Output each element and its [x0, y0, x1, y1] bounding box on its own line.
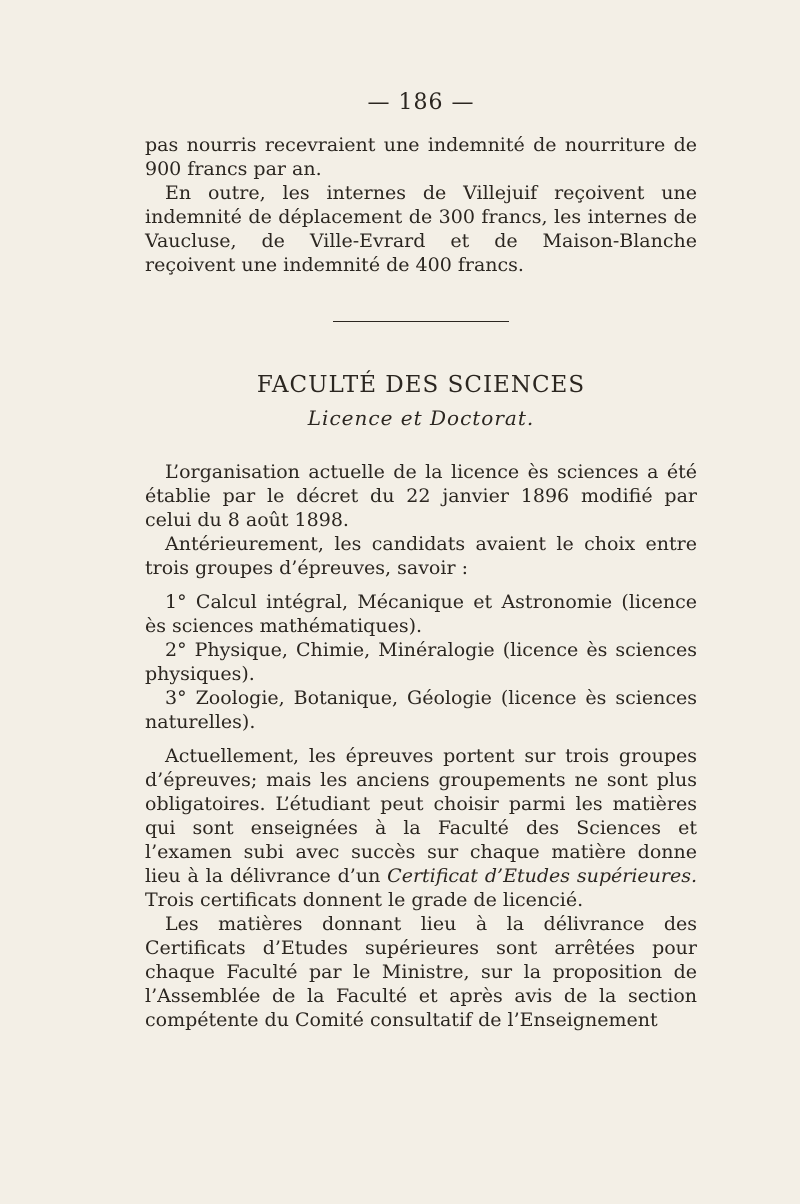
- list-item: 3° Zoologie, Botanique, Géologie (licence ès sciences naturelles).: [145, 687, 697, 733]
- body-paragraph-1: L’organisation actuelle de la licence ès sciences a été établie par le décret du 22 janvier 1896 modifié par celui du 8 août 1898.: [145, 461, 697, 531]
- intro-paragraph-1: pas nourris recevraient une indemnité de nourriture de 900 francs par an.: [145, 134, 697, 180]
- certificate-term: Certificat d’Etudes supérieures.: [387, 865, 697, 887]
- body-paragraph-2: Antérieurement, les candidats avaient le choix entre trois groupes d’épreuves, savoir :: [145, 533, 697, 579]
- section-divider: [333, 321, 509, 322]
- list-item: 2° Physique, Chimie, Minéralogie (licence ès sciences physiques).: [145, 639, 697, 685]
- section-title: FACULTÉ DES SCIENCES: [256, 372, 586, 398]
- intro-paragraph-2: En outre, les internes de Villejuif reçoivent une indemnité de déplacement de 300 francs, les internes de Vaucluse, de Ville-Evrard et de Maison-Blanche reçoivent une indemnité de 400 francs.: [145, 182, 697, 276]
- body-paragraph-3-text-a: Actuellement, les épreuves portent sur trois groupes d’épreuves; mais les anciens groupements ne sont plus obligatoires. L’étudiant peut choisir parmi les matières qui sont enseignées à la Faculté des Sciences et l’examen subi avec succès sur chaque matière donne lieu à la délivrance d’un: [145, 745, 697, 887]
- section-subtitle: Licence et Doctorat.: [307, 406, 535, 430]
- body-paragraph-4: Les matières donnant lieu à la délivrance des Certificats d’Etudes supérieures sont arrêtées pour chaque Faculté par le Ministre, sur la proposition de l’Assemblée de la Faculté et après avis de la section compétente du Comité consultatif de l’Enseignement: [145, 913, 697, 1031]
- body-paragraph-3-text-b: Trois certificats donnent le grade de licencié.: [145, 889, 584, 911]
- list-item: 1° Calcul intégral, Mécanique et Astronomie (licence ès sciences mathématiques).: [145, 591, 697, 637]
- page-number: — 186 —: [367, 90, 475, 115]
- book-page: [145, 90, 697, 1032]
- groups-list: [145, 590, 697, 734]
- body-paragraph-3: [145, 744, 697, 912]
